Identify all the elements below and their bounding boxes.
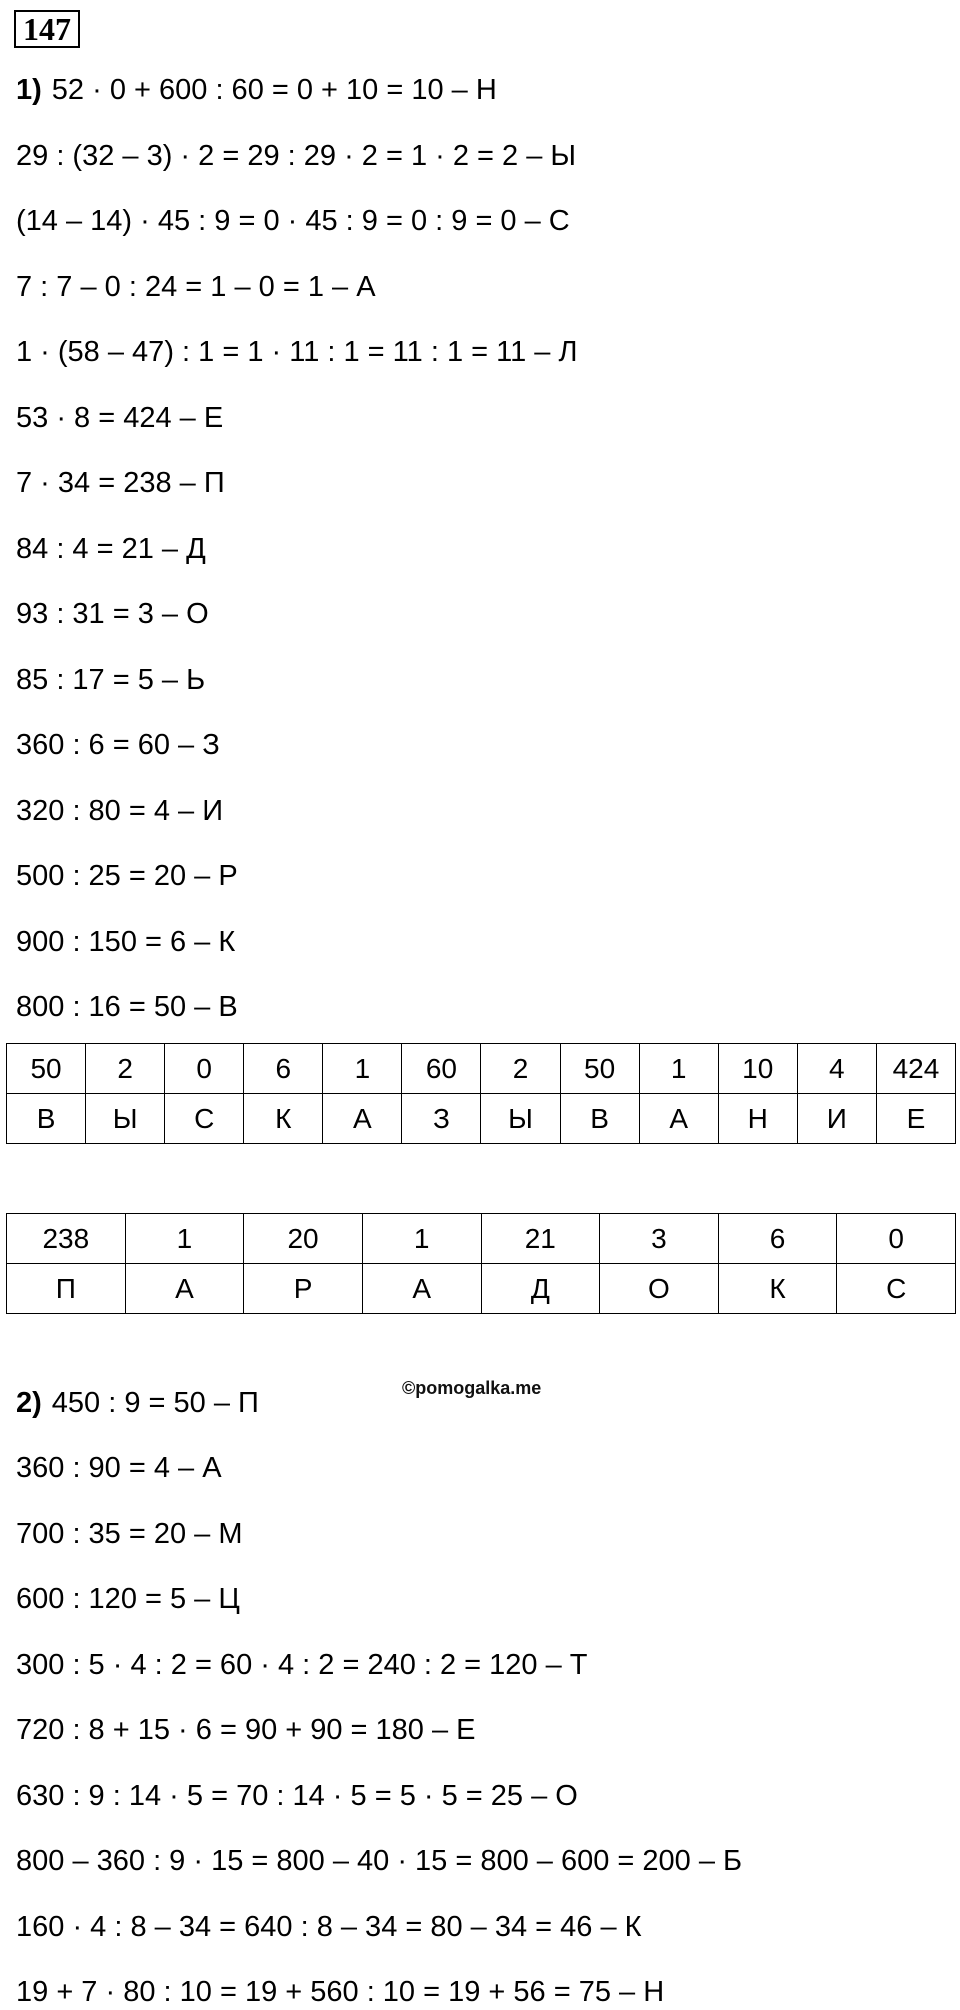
watermark: ©pomogalka.me: [402, 1378, 542, 1398]
table-cell: А: [323, 1094, 402, 1144]
table-cell: 21: [481, 1214, 600, 1264]
problem-number: 147: [14, 10, 80, 48]
equation-line: 700 : 35 = 20 – М: [16, 1518, 243, 1550]
equation-line: 320 : 80 = 4 – И: [16, 795, 224, 827]
table-cell: 2: [481, 1044, 560, 1094]
table-cell: Р: [244, 1264, 363, 1314]
table-row-numbers: [7, 1044, 956, 1094]
table-cell: А: [125, 1264, 244, 1314]
equation-text: 52 · 0 + 600 : 60 = 0 + 10 = 10 – Н: [51, 74, 497, 106]
table-cell: 238: [7, 1214, 126, 1264]
table-cell: Н: [718, 1094, 797, 1144]
table-row-numbers: [7, 1214, 956, 1264]
table-cell: 50: [560, 1044, 639, 1094]
equation-line: 85 : 17 = 5 – Ь: [16, 664, 206, 696]
table-cell: 3: [600, 1214, 719, 1264]
equation-line: 84 : 4 = 21 – Д: [16, 533, 206, 565]
table-cell: В: [7, 1094, 86, 1144]
table-cell: 0: [837, 1214, 956, 1264]
equation-line: 360 : 6 = 60 – З: [16, 729, 220, 761]
table-cell: 424: [876, 1044, 955, 1094]
equation-line: [16, 1385, 259, 1421]
equation-line: 900 : 150 = 6 – К: [16, 926, 236, 958]
table-row-letters: [7, 1094, 956, 1144]
equation-line: 7 : 7 – 0 : 24 = 1 – 0 = 1 – А: [16, 271, 376, 303]
equation-line: 93 : 31 = 3 – О: [16, 598, 209, 630]
part-label: 1): [16, 74, 42, 106]
table-cell: Е: [876, 1094, 955, 1144]
table-cell: С: [837, 1264, 956, 1314]
part-label: 2): [16, 1387, 42, 1419]
table-row-letters: [7, 1264, 956, 1314]
table-cell: 6: [718, 1214, 837, 1264]
table-cell: 6: [244, 1044, 323, 1094]
table-cell: К: [244, 1094, 323, 1144]
equation-line: 600 : 120 = 5 – Ц: [16, 1583, 240, 1615]
answer-table-2: [6, 1213, 956, 1314]
table-cell: А: [639, 1094, 718, 1144]
table-cell: 1: [323, 1044, 402, 1094]
table-cell: В: [560, 1094, 639, 1144]
table-cell: 2: [86, 1044, 165, 1094]
equation-line: 630 : 9 : 14 · 5 = 70 : 14 · 5 = 5 · 5 = 25 – О: [16, 1780, 578, 1812]
equation-text: 450 : 9 = 50 – П: [51, 1387, 259, 1419]
table-cell: Ы: [86, 1094, 165, 1144]
table-cell: О: [600, 1264, 719, 1314]
answer-table-1: [6, 1043, 956, 1144]
equation-line: 800 : 16 = 50 – В: [16, 991, 238, 1023]
table-cell: К: [718, 1264, 837, 1314]
equation-line: 360 : 90 = 4 – А: [16, 1452, 222, 1484]
equation-line: 19 + 7 · 80 : 10 = 19 + 560 : 10 = 19 + 56 = 75 – Н: [16, 1976, 665, 2008]
equation-line: 500 : 25 = 20 – Р: [16, 860, 238, 892]
table-cell: 1: [362, 1214, 481, 1264]
table-cell: 50: [7, 1044, 86, 1094]
table-cell: А: [362, 1264, 481, 1314]
table-cell: 4: [797, 1044, 876, 1094]
equation-line: (14 – 14) · 45 : 9 = 0 · 45 : 9 = 0 : 9 = 0 – С: [16, 205, 570, 237]
table-cell: 60: [402, 1044, 481, 1094]
table-cell: 10: [718, 1044, 797, 1094]
equation-line: 800 – 360 : 9 · 15 = 800 – 40 · 15 = 800 – 600 = 200 – Б: [16, 1845, 743, 1877]
table-cell: З: [402, 1094, 481, 1144]
equation-line: [16, 72, 497, 108]
table-cell: 0: [165, 1044, 244, 1094]
equation-line: 53 · 8 = 424 – Е: [16, 402, 224, 434]
table-cell: С: [165, 1094, 244, 1144]
table-cell: 20: [244, 1214, 363, 1264]
equation-line: 300 : 5 · 4 : 2 = 60 · 4 : 2 = 240 : 2 = 120 – Т: [16, 1649, 588, 1681]
table-cell: П: [7, 1264, 126, 1314]
equation-line: 1 · (58 – 47) : 1 = 1 · 11 : 1 = 11 : 1 = 11 – Л: [16, 336, 578, 368]
table-cell: И: [797, 1094, 876, 1144]
table-cell: Д: [481, 1264, 600, 1314]
equation-line: 7 · 34 = 238 – П: [16, 467, 225, 499]
table-cell: 1: [125, 1214, 244, 1264]
equation-line: 720 : 8 + 15 · 6 = 90 + 90 = 180 – Е: [16, 1714, 476, 1746]
table-cell: Ы: [481, 1094, 560, 1144]
equation-line: 29 : (32 – 3) · 2 = 29 : 29 · 2 = 1 · 2 = 2 – Ы: [16, 140, 577, 172]
table-cell: 1: [639, 1044, 718, 1094]
equation-line: 160 · 4 : 8 – 34 = 640 : 8 – 34 = 80 – 34 = 46 – К: [16, 1911, 642, 1943]
